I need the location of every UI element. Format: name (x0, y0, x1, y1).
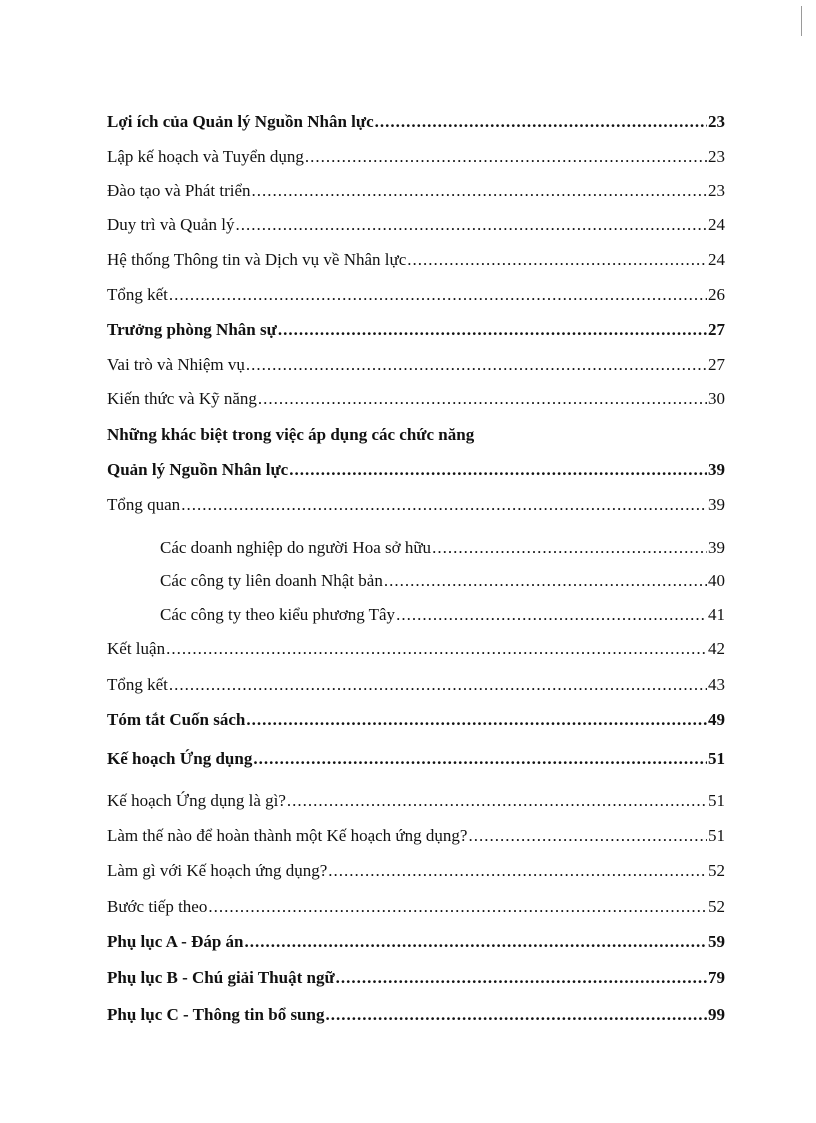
toc-entry-loi-ich (107, 110, 725, 134)
toc-title: Phụ lục A - Đáp án (107, 932, 244, 951)
dot-leader (181, 493, 707, 517)
toc-page-number: 30 (708, 389, 725, 408)
scan-artifact (801, 6, 802, 36)
toc-title: Phụ lục B - Chú giải Thuật ngữ (107, 968, 335, 987)
toc-entry-ke-hoach-ung-dung (107, 747, 725, 771)
dot-leader (407, 248, 707, 272)
toc-entry-lam-the-nao (107, 824, 725, 848)
toc-page-number: 40 (708, 571, 725, 590)
dot-leader (305, 145, 707, 169)
toc-entry-doanh-nghiep-hoa (160, 536, 725, 560)
toc-page-number: 42 (708, 639, 725, 658)
dot-leader (375, 110, 707, 134)
toc-page-number: 43 (708, 675, 725, 694)
toc-entry-phuong-tay (160, 603, 725, 627)
toc-entry-tong-ket-1 (107, 283, 725, 307)
dot-leader (468, 824, 707, 848)
toc-entry-quan-ly-nguon-nhan-luc (107, 458, 725, 482)
toc-page-number: 24 (708, 215, 725, 234)
dot-leader (253, 747, 707, 771)
toc-page-number: 39 (708, 460, 725, 479)
toc-title: Kiến thức và Kỹ năng (107, 389, 257, 408)
toc-entry-duy-tri (107, 213, 725, 237)
toc-title: Bước tiếp theo (107, 897, 208, 916)
toc-heading-nhung-khac-biet: Những khác biệt trong việc áp dụng các chức năng (107, 425, 475, 444)
toc-page-number: 39 (708, 495, 725, 514)
dot-leader (396, 603, 707, 627)
toc-title: Làm gì với Kế hoạch ứng dụng? (107, 861, 328, 880)
toc-entry-dao-tao (107, 179, 725, 203)
toc-title: Các công ty theo kiểu phương Tây (160, 605, 396, 624)
toc-entry-tong-ket-2 (107, 673, 725, 697)
dot-leader (278, 318, 707, 342)
toc-title: Quản lý Nguồn Nhân lực (107, 460, 289, 479)
dot-leader (169, 283, 707, 307)
toc-page-number: 23 (708, 112, 725, 131)
toc-entry-lien-doanh-nhat (160, 569, 725, 593)
toc-title: Duy trì và Quản lý (107, 215, 235, 234)
toc-entry-phu-luc-a (107, 930, 725, 954)
dot-leader (246, 353, 707, 377)
toc-entry-he-thong (107, 248, 725, 272)
dot-leader (208, 895, 707, 919)
toc-entry-buoc-tiep-theo (107, 895, 725, 919)
toc-page-number: 24 (708, 250, 725, 269)
toc-page-number: 79 (708, 968, 725, 987)
toc-entry-ket-luan (107, 637, 725, 661)
toc-title: Làm thế nào để hoàn thành một Kế hoạch ứng dụng? (107, 826, 468, 845)
toc-title: Đào tạo và Phát triển (107, 181, 251, 200)
toc-title: Các công ty liên doanh Nhật bản (160, 571, 383, 590)
dot-leader (169, 673, 707, 697)
toc-title: Kế hoạch Ứng dụng (107, 749, 253, 768)
toc-page-number: 27 (708, 355, 725, 374)
toc-entry-tong-quan (107, 493, 725, 517)
dot-leader (235, 213, 707, 237)
toc-entry-vai-tro (107, 353, 725, 377)
toc-title: Hệ thống Thông tin và Dịch vụ về Nhân lực (107, 250, 407, 269)
dot-leader (287, 789, 707, 813)
toc-page-number: 99 (708, 1005, 725, 1024)
dot-leader (289, 458, 707, 482)
toc-page-number: 27 (708, 320, 725, 339)
toc-page-number: 23 (708, 181, 725, 200)
dot-leader (245, 930, 707, 954)
dot-leader (258, 387, 707, 411)
toc-title: Kế hoạch Ứng dụng là gì? (107, 791, 286, 810)
toc-entry-ke-hoach-la-gi (107, 789, 725, 813)
toc-entry-lam-gi (107, 859, 725, 883)
toc-title: Lợi ích của Quản lý Nguồn Nhân lực (107, 112, 374, 131)
dot-leader (325, 1003, 707, 1027)
toc-page-number: 59 (708, 932, 725, 951)
dot-leader (246, 708, 707, 732)
toc-title: Tóm tắt Cuốn sách (107, 710, 246, 729)
toc-entry-kien-thuc (107, 387, 725, 411)
toc-title: Tổng kết (107, 675, 168, 694)
toc-page-number: 51 (708, 826, 725, 845)
toc-page-number: 51 (708, 791, 725, 810)
toc-entry-tom-tat (107, 708, 725, 732)
toc-title: Trưởng phòng Nhân sự (107, 320, 277, 339)
toc-title: Lập kế hoạch và Tuyển dụng (107, 147, 304, 166)
toc-entry-truong-phong (107, 318, 725, 342)
toc-entry-lap-ke-hoach (107, 145, 725, 169)
toc-page-number: 52 (708, 897, 725, 916)
toc-page-number: 52 (708, 861, 725, 880)
toc-page-number: 39 (708, 538, 725, 557)
toc-title: Tổng quan (107, 495, 181, 514)
toc-page-number: 23 (708, 147, 725, 166)
dot-leader (384, 569, 707, 593)
toc-title: Phụ lục C - Thông tin bổ sung (107, 1005, 325, 1024)
dot-leader (252, 179, 707, 203)
toc-title: Vai trò và Nhiệm vụ (107, 355, 245, 374)
toc-entry-phu-luc-c (107, 1003, 725, 1027)
dot-leader (432, 536, 707, 560)
toc-entry-phu-luc-b (107, 966, 725, 990)
dot-leader (328, 859, 707, 883)
toc-title: Các doanh nghiệp do người Hoa sở hữu (160, 538, 432, 557)
toc-page-number: 26 (708, 285, 725, 304)
toc-page-number: 49 (708, 710, 725, 729)
dot-leader (166, 637, 707, 661)
dot-leader (336, 966, 707, 990)
toc-title: Tổng kết (107, 285, 168, 304)
toc-page-number: 41 (708, 605, 725, 624)
toc-title: Kết luận (107, 639, 166, 658)
toc-page-number: 51 (708, 749, 725, 768)
